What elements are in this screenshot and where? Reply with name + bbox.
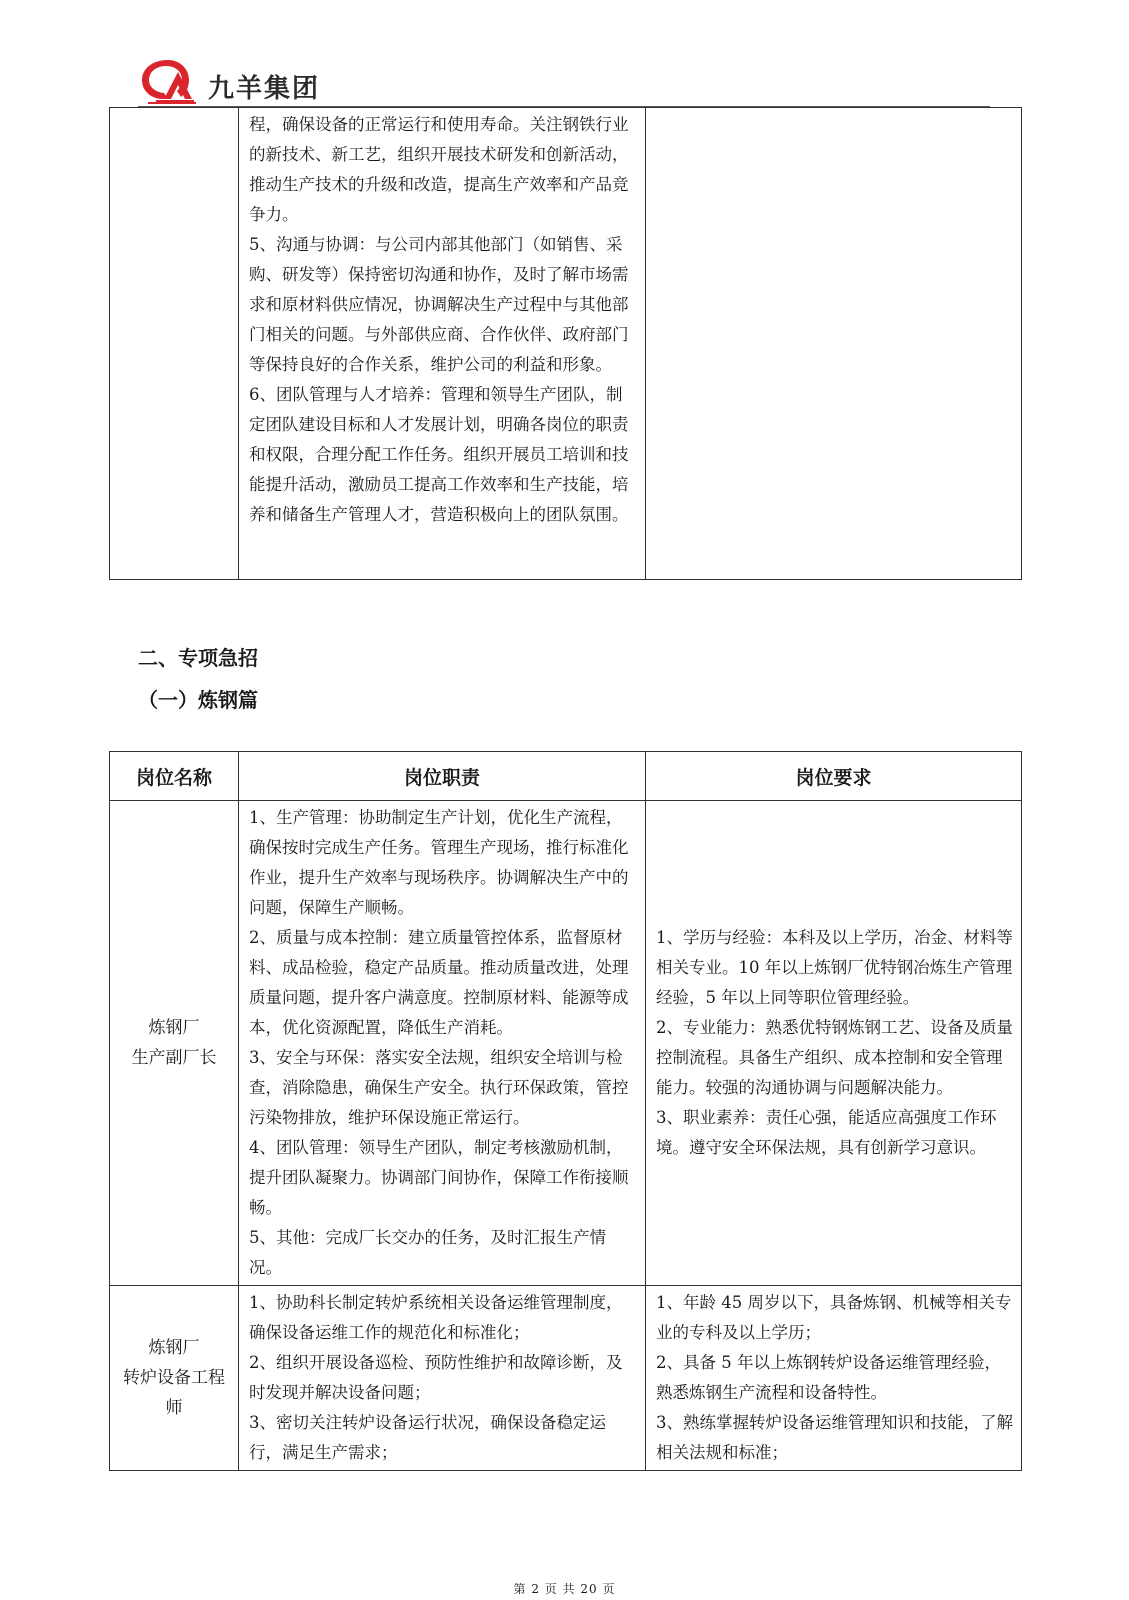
duty-paragraph: 4、团队管理：领导生产团队，制定考核激励机制，提升团队凝聚力。协调部门间协作，保障工作衔接顺畅。	[249, 1138, 629, 1217]
duty-paragraph: 3、安全与环保：落实安全法规，组织安全培训与检查，消除隐患，确保生产安全。执行环保政策，管控污染物排放，维护环保设施正常运行。	[249, 1048, 629, 1127]
duties-cell	[239, 108, 646, 580]
requirement-paragraph: 3、职业素养：责任心强，能适应高强度工作环境。遵守安全环保法规，具有创新学习意识。	[656, 1108, 997, 1157]
requirement-paragraph: 2、专业能力：熟悉优特钢炼钢工艺、设备及质量控制流程。具备生产组织、成本控制和安全管理能力。较强的沟通协调与问题解决能力。	[656, 1018, 1013, 1097]
duty-paragraph: 3、密切关注转炉设备运行状况，确保设备稳定运行，满足生产需求；	[249, 1413, 606, 1462]
table-row	[110, 1286, 1022, 1471]
duty-paragraph: 1、协助科长制定转炉系统相关设备运维管理制度，确保设备运维工作的规范化和标准化；	[249, 1293, 623, 1342]
company-logo-icon	[138, 56, 206, 104]
header-job-duties: 岗位职责	[239, 752, 646, 801]
job-duties-cell	[239, 801, 646, 1286]
requirements-cell-empty	[646, 108, 1022, 580]
requirement-paragraph: 1、学历与经验：本科及以上学历，冶金、材料等相关专业。10 年以上炼钢厂优特钢冶炼生产管理经验，5 年以上同等职位管理经验。	[656, 928, 1013, 1007]
table-row	[110, 801, 1022, 1286]
duty-paragraph: 2、质量与成本控制：建立质量管控体系，监督原材料、成品检验，稳定产品质量。推动质量改进，处理质量问题，提升客户满意度。控制原材料、能源等成本，优化资源配置，降低生产消耗。	[249, 928, 629, 1037]
job-name-line: 炼钢厂	[148, 1018, 200, 1038]
requirement-paragraph: 2、具备 5 年以上炼钢转炉设备运维管理经验，熟悉炼钢生产流程和设备特性。	[656, 1353, 1001, 1402]
company-name: 九羊集团	[208, 74, 321, 104]
jobs-table	[109, 751, 1022, 1471]
job-name-cell	[110, 801, 239, 1286]
table-header-row	[110, 752, 1022, 801]
name-cell-empty	[110, 108, 239, 580]
job-duties-cell	[239, 1286, 646, 1471]
job-requirements-cell	[646, 1286, 1022, 1471]
section-subtitle: （一）炼钢篇	[138, 688, 258, 712]
job-requirements-cell	[646, 801, 1022, 1286]
duty-paragraph: 程，确保设备的正常运行和使用寿命。关注钢铁行业的新技术、新工艺，组织开展技术研发和创新活动，推动生产技术的升级和改造，提高生产效率和产品竞争力。	[249, 115, 629, 224]
duty-paragraph: 2、组织开展设备巡检、预防性维护和故障诊断，及时发现并解决设备问题；	[249, 1353, 623, 1402]
header-job-requirements: 岗位要求	[646, 752, 1022, 801]
page-number: 第 2 页 共 20 页	[513, 1582, 616, 1596]
page-header	[138, 52, 990, 108]
duty-paragraph: 5、沟通与协调：与公司内部其他部门（如销售、采购、研发等）保持密切沟通和协作，及时了解市场需求和原材料供应情况，协调解决生产过程中与其他部门相关的问题。与外部供应商、合作伙伴、政府部门等保持良好的合作关系，维护公司的利益和形象。	[249, 235, 629, 374]
job-name-line: 转炉设备工程	[123, 1368, 225, 1388]
section-title: 二、专项急招	[138, 646, 258, 670]
job-name-line: 生产副厂长	[131, 1048, 217, 1068]
job-name-line: 炼钢厂	[148, 1338, 200, 1358]
continuation-table	[109, 107, 1022, 580]
requirement-paragraph: 3、熟练掌握转炉设备运维管理知识和技能，了解相关法规和标准；	[656, 1413, 1013, 1462]
duty-paragraph: 5、其他：完成厂长交办的任务，及时汇报生产情况。	[249, 1228, 606, 1277]
table-row	[110, 108, 1022, 580]
job-name-cell	[110, 1286, 239, 1471]
duty-paragraph: 6、团队管理与人才培养：管理和领导生产团队，制定团队建设目标和人才发展计划，明确各岗位的职责和权限，合理分配工作任务。组织开展员工培训和技能提升活动，激励员工提高工作效率和生产技能，培养和储备生产管理人才，营造积极向上的团队氛围。	[249, 385, 629, 524]
duty-paragraph: 1、生产管理：协助制定生产计划，优化生产流程，确保按时完成生产任务。管理生产现场，推行标准化作业，提升生产效率与现场秩序。协调解决生产中的问题，保障生产顺畅。	[249, 808, 629, 917]
requirement-paragraph: 1、年龄 45 周岁以下，具备炼钢、机械等相关专业的专科及以上学历；	[656, 1293, 1012, 1342]
header-job-name: 岗位名称	[110, 752, 239, 801]
job-name-line: 师	[165, 1398, 183, 1418]
